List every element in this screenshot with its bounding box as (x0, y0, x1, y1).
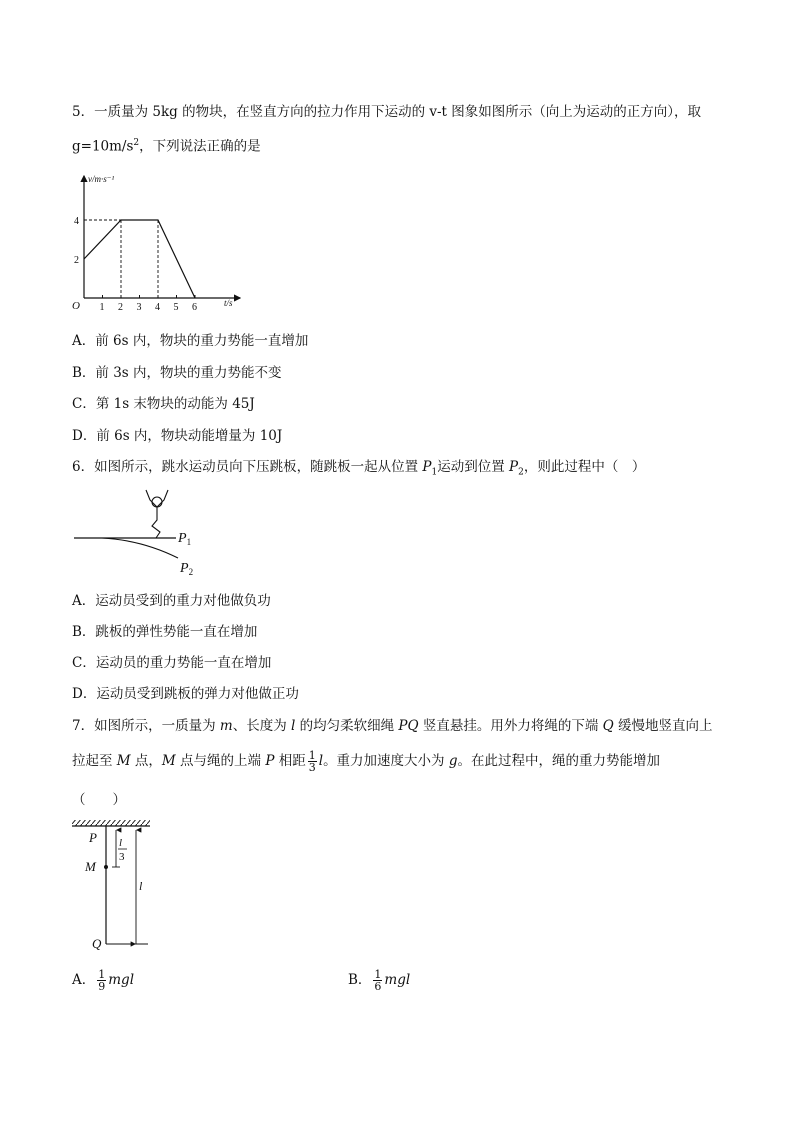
diving-board-figure (72, 486, 212, 581)
x-tick-label: 1 (99, 302, 105, 313)
fig-label-l-top: l (119, 837, 123, 849)
frac-den: 3 (308, 761, 316, 774)
q7-var-q: Q (602, 718, 614, 734)
q7-text-c: 的均匀柔软细绳 (295, 718, 399, 734)
frac-den: 6 (374, 980, 382, 993)
q5-g-value: g=10m/s (72, 138, 134, 155)
x-tick-label: 4 (155, 302, 160, 313)
y-axis-label: v/m·s⁻¹ (88, 174, 115, 184)
q5-stem-line2 (72, 133, 261, 157)
vt-series-line (84, 220, 195, 298)
q6-p1: P (422, 459, 432, 475)
q6-option-c[interactable]: C．运动员的重力势能一直在增加 (72, 655, 272, 671)
x-axis-label: t/s (224, 298, 233, 308)
q5-option-c[interactable]: C．第 1s 末物块的动能为 45J (72, 396, 255, 412)
fig-label-q: Q (92, 936, 102, 951)
q7-l2-b: 点， (130, 753, 162, 769)
point-m (104, 865, 108, 869)
rope-figure (72, 818, 172, 953)
q5-option-d[interactable]: D．前 6s 内，物块动能增量为 10J (72, 428, 283, 444)
q6-option-b[interactable]: B．跳板的弹性势能一直在增加 (72, 624, 258, 640)
diver-head (152, 497, 162, 507)
fig-label-l-full: l (139, 879, 143, 893)
fig-label-p1: $P_1$ (178, 531, 192, 547)
q6-stem-part3: ，则此过程中（ ） (523, 459, 646, 475)
q7-l2-e: 。重力加速度大小为 (323, 753, 449, 769)
q7-text-a: 7．如图所示，一质量为 (72, 718, 220, 734)
q6-p1-sub: 1 (431, 467, 438, 478)
q5-stem-line1: 5．一质量为 5kg 的物块，在竖直方向的拉力作用下运动的 v-t 图象如图所示（向上为运动的正方向），取 (72, 104, 702, 120)
vt-chart (62, 170, 252, 313)
q7-l2-d: 相距 (274, 753, 306, 769)
q6-option-a[interactable]: A．运动员受到的重力对他做负功 (72, 593, 271, 609)
q7-stem-line1 (72, 716, 713, 736)
q5-option-b[interactable]: B．前 3s 内，物块的重力势能不变 (72, 365, 282, 381)
q7-text-e: 缓慢地竖直向上 (613, 718, 713, 734)
q7-text-b: 、长度为 (232, 718, 291, 734)
x-tick-label: 3 (136, 302, 142, 313)
frac-num: 1 (374, 968, 382, 981)
ceiling-hatch (72, 820, 150, 826)
q7-option-a-label: A． (72, 972, 96, 988)
frac-num: 1 (98, 968, 106, 981)
q5-option-a[interactable]: A．前 6s 内，物块的重力势能一直增加 (72, 333, 309, 349)
fig-label-p: P (89, 830, 97, 845)
q6-option-d[interactable]: D．运动员受到跳板的弹力对他做正功 (72, 686, 299, 702)
q7-l2-c: 点与绳的上端 (175, 753, 266, 769)
x-tick-label: 2 (118, 302, 123, 313)
q7-var-l: l (291, 718, 296, 734)
q5-g-exponent: 2 (133, 138, 140, 148)
x-tick-label: 5 (173, 302, 179, 313)
q5-stem-tail: ，下列说法正确的是 (139, 138, 261, 155)
q6-stem-part2: 运动到位置 (437, 459, 510, 475)
q7-l2-m: M (116, 753, 131, 769)
frac-num: 1 (308, 749, 316, 762)
origin-label: O (72, 300, 80, 312)
q7-l2-f: 。在此过程中，绳的重力势能增加 (457, 753, 661, 769)
y-tick-label: 4 (74, 216, 79, 227)
q7-l2-l: l (318, 753, 324, 769)
y-tick-label: 2 (74, 255, 79, 266)
q6-p2-sub: 2 (518, 467, 524, 478)
x-tick-label: 6 (192, 302, 197, 313)
fig-label-p2: $P_2$ (180, 561, 194, 577)
q7-l2-g: g (448, 753, 458, 769)
q7-answer-blank: （ ） (72, 792, 126, 808)
q7-l2-m2: M (161, 753, 176, 769)
q7-l2-p: P (265, 753, 275, 769)
q7-text-d: 竖直悬挂。用外力将绳的下端 (418, 718, 603, 734)
q7-option-a-fraction (97, 969, 106, 992)
q7-option-b-expr: mgl (384, 972, 411, 988)
q7-option-b-fraction (373, 969, 382, 992)
q6-stem (72, 457, 645, 483)
q7-option-a-expr: mgl (108, 972, 135, 988)
fig-label-m: M (85, 859, 96, 874)
q7-stem-line2 (72, 748, 660, 774)
fig-label-three: 3 (119, 851, 125, 863)
diver-body (152, 507, 160, 538)
q7-fraction-one-third (308, 750, 317, 773)
q6-stem-part1: 6．如图所示，跳水运动员向下压跳板，随跳板一起从位置 (72, 459, 423, 475)
q7-l2-a: 拉起至 (72, 753, 117, 769)
q6-p2: P (509, 459, 519, 475)
diver-arms (146, 490, 168, 507)
q7-option-b[interactable] (348, 966, 410, 994)
q7-var-pq: PQ (398, 718, 419, 734)
board-p2 (102, 538, 178, 558)
frac-den: 9 (98, 980, 106, 993)
q7-option-b-label: B． (348, 972, 372, 988)
q7-option-a[interactable] (72, 966, 134, 994)
q7-var-m: m (219, 718, 233, 734)
